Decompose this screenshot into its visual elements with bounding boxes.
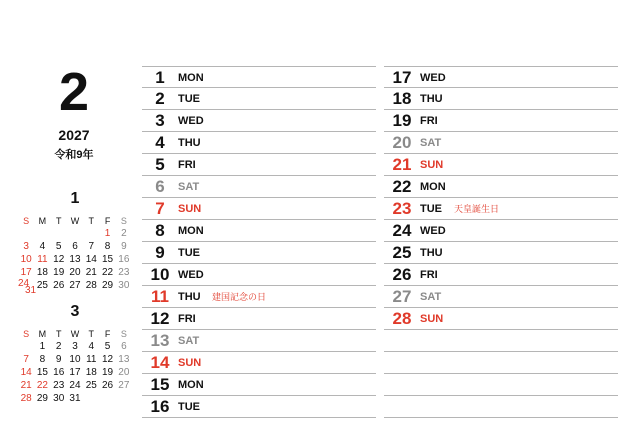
day-number: 5 bbox=[155, 155, 165, 174]
mini-day: 22 bbox=[36, 380, 48, 391]
mini-weekday-header: S bbox=[120, 329, 127, 339]
day-of-week: SAT bbox=[420, 291, 442, 303]
day-number: 25 bbox=[392, 243, 412, 262]
mini-day: 28 bbox=[85, 280, 97, 291]
mini-day: 29 bbox=[36, 393, 48, 404]
day-of-week: SUN bbox=[178, 203, 202, 215]
mini-day: 15 bbox=[102, 254, 114, 265]
day-row bbox=[384, 374, 618, 396]
day-row bbox=[142, 88, 376, 110]
day-row bbox=[142, 352, 376, 374]
day-row bbox=[384, 308, 618, 330]
day-number: 18 bbox=[392, 89, 412, 108]
mini-day: 5 bbox=[55, 241, 62, 252]
japanese-era-label: 令和9年 bbox=[54, 149, 94, 161]
day-number: 4 bbox=[155, 133, 165, 152]
day-number: 11 bbox=[151, 287, 169, 306]
day-row bbox=[384, 220, 618, 242]
day-row bbox=[142, 154, 376, 176]
day-of-week: MON bbox=[178, 225, 204, 237]
day-row bbox=[142, 110, 376, 132]
day-number: 12 bbox=[150, 309, 170, 328]
mini-day: 19 bbox=[102, 367, 114, 378]
day-row bbox=[142, 264, 376, 286]
mini-day: 3 bbox=[72, 341, 78, 352]
mini-weekday-header: T bbox=[55, 329, 62, 339]
day-number: 16 bbox=[150, 397, 170, 416]
day-row bbox=[384, 110, 618, 132]
day-of-week: SUN bbox=[178, 357, 202, 369]
day-of-week: SAT bbox=[178, 181, 200, 193]
day-of-week: TUE bbox=[178, 401, 200, 413]
day-of-week: THU bbox=[420, 247, 443, 259]
day-of-week: FRI bbox=[178, 159, 196, 171]
holiday-name: 建国記念の日 bbox=[212, 292, 267, 302]
day-number: 8 bbox=[155, 221, 165, 240]
mini-day: 17 bbox=[69, 367, 81, 378]
mini-day: 1 bbox=[104, 228, 111, 239]
mini-day bbox=[18, 228, 34, 240]
mini-day: 25 bbox=[36, 280, 48, 291]
mini-day: 26 bbox=[53, 280, 65, 291]
mini-day: 7 bbox=[23, 354, 29, 365]
mini-day: 21 bbox=[20, 380, 32, 391]
day-list-column-1 bbox=[142, 66, 376, 418]
mini-day: 26 bbox=[102, 380, 114, 391]
day-of-week: THU bbox=[178, 137, 201, 149]
day-row bbox=[142, 396, 376, 418]
day-number: 27 bbox=[392, 287, 412, 306]
day-row bbox=[384, 88, 618, 110]
day-number: 7 bbox=[155, 199, 165, 218]
mini-day: 18 bbox=[36, 267, 48, 278]
mini-day: 6 bbox=[121, 341, 127, 352]
mini-weekday-header: W bbox=[70, 329, 80, 339]
mini-day: 1 bbox=[39, 341, 46, 352]
day-row bbox=[384, 352, 618, 374]
mini-calendar-grid bbox=[18, 328, 132, 405]
mini-day: 8 bbox=[104, 241, 111, 252]
mini-day: 2 bbox=[121, 228, 127, 239]
day-number: 9 bbox=[155, 243, 165, 262]
mini-day: 30 bbox=[53, 393, 65, 404]
mini-weekday-header: M bbox=[38, 216, 47, 226]
holiday-name: 天皇誕生日 bbox=[454, 204, 500, 214]
mini-day: 10 bbox=[69, 354, 81, 365]
day-row bbox=[384, 176, 618, 198]
mini-day: 31 bbox=[69, 393, 81, 404]
mini-day: 27 bbox=[118, 380, 130, 391]
mini-day: 16 bbox=[53, 367, 65, 378]
day-number: 22 bbox=[392, 177, 412, 196]
mini-day bbox=[18, 278, 37, 296]
mini-weekday-header: T bbox=[88, 216, 95, 226]
mini-day: 15 bbox=[36, 367, 48, 378]
day-row bbox=[142, 66, 376, 88]
day-of-week: MON bbox=[420, 181, 446, 193]
day-of-week: TUE bbox=[178, 247, 200, 259]
mini-calendar-previous-month bbox=[18, 190, 132, 296]
mini-day-upper: 24 bbox=[18, 278, 30, 289]
mini-day: 22 bbox=[102, 267, 114, 278]
mini-day: 12 bbox=[102, 354, 114, 365]
day-number: 3 bbox=[155, 111, 165, 130]
day-number: 24 bbox=[392, 221, 412, 240]
mini-day: 10 bbox=[20, 254, 32, 265]
day-number: 15 bbox=[150, 375, 170, 394]
day-of-week: MON bbox=[178, 379, 204, 391]
day-row bbox=[384, 154, 618, 176]
mini-weekday-header: F bbox=[104, 216, 111, 226]
mini-day: 19 bbox=[53, 267, 65, 278]
day-number: 13 bbox=[150, 331, 170, 350]
mini-day: 21 bbox=[85, 267, 97, 278]
day-number: 20 bbox=[392, 133, 412, 152]
mini-day bbox=[34, 228, 50, 240]
mini-weekday-header: W bbox=[70, 216, 80, 226]
day-of-week: SUN bbox=[420, 159, 444, 171]
mini-day: 17 bbox=[20, 267, 32, 278]
mini-day: 5 bbox=[104, 341, 111, 352]
day-of-week: SAT bbox=[178, 335, 200, 347]
mini-day: 30 bbox=[118, 280, 130, 291]
day-row bbox=[142, 374, 376, 396]
day-number: 2 bbox=[155, 89, 165, 108]
day-number: 1 bbox=[155, 68, 165, 87]
mini-day: 11 bbox=[86, 354, 97, 365]
mini-day: 4 bbox=[39, 241, 46, 252]
day-number: 26 bbox=[392, 265, 412, 284]
day-of-week: WED bbox=[178, 115, 204, 127]
mini-day: 13 bbox=[118, 354, 130, 365]
mini-day: 20 bbox=[118, 367, 130, 378]
day-of-week: TUE bbox=[178, 93, 200, 105]
mini-calendar-title: 1 bbox=[70, 190, 80, 207]
mini-day: 13 bbox=[69, 254, 81, 265]
mini-day: 24 bbox=[69, 380, 81, 391]
mini-weekday-header: F bbox=[104, 329, 111, 339]
mini-day: 14 bbox=[20, 367, 32, 378]
mini-day: 6 bbox=[72, 241, 78, 252]
mini-day: 8 bbox=[39, 354, 46, 365]
day-of-week: FRI bbox=[420, 269, 438, 281]
day-row bbox=[384, 396, 618, 418]
day-number: 17 bbox=[392, 68, 412, 87]
day-of-week: SUN bbox=[420, 313, 444, 325]
year-label: 2027 bbox=[58, 127, 90, 143]
day-number: 14 bbox=[150, 353, 170, 372]
day-row bbox=[142, 242, 376, 264]
day-row bbox=[384, 132, 618, 154]
mini-weekday-header: S bbox=[120, 216, 127, 226]
mini-day: 9 bbox=[55, 354, 62, 365]
mini-day: 29 bbox=[102, 280, 114, 291]
day-of-week: MON bbox=[178, 72, 204, 84]
mini-day: 23 bbox=[53, 380, 65, 391]
mini-day: 20 bbox=[69, 267, 81, 278]
day-of-week: TUE bbox=[420, 203, 442, 215]
mini-day: 3 bbox=[23, 241, 29, 252]
day-row bbox=[384, 330, 618, 352]
day-row bbox=[384, 264, 618, 286]
mini-day: 25 bbox=[85, 380, 97, 391]
mini-weekday-header: M bbox=[38, 329, 47, 339]
mini-day bbox=[116, 393, 132, 405]
day-number: 10 bbox=[150, 265, 170, 284]
day-number: 21 bbox=[392, 155, 412, 174]
mini-day: 7 bbox=[88, 241, 95, 252]
mini-day bbox=[83, 228, 99, 240]
mini-day: 9 bbox=[121, 241, 127, 252]
mini-day: 14 bbox=[85, 254, 97, 265]
day-of-week: FRI bbox=[420, 115, 438, 127]
mini-weekday-header: S bbox=[23, 216, 30, 226]
mini-day-lower: 31 bbox=[25, 285, 37, 296]
mini-calendar-next-month bbox=[18, 303, 132, 405]
mini-weekday-header: T bbox=[88, 329, 95, 339]
mini-day: 12 bbox=[53, 254, 65, 265]
day-row bbox=[384, 198, 618, 220]
day-of-week: THU bbox=[420, 93, 443, 105]
mini-weekday-header: T bbox=[55, 216, 62, 226]
day-row bbox=[142, 176, 376, 198]
mini-day bbox=[51, 228, 67, 240]
day-row bbox=[142, 308, 376, 330]
day-row bbox=[384, 66, 618, 88]
day-list-column-2 bbox=[384, 66, 618, 418]
day-row bbox=[142, 286, 376, 308]
day-row bbox=[142, 330, 376, 352]
mini-day: 16 bbox=[118, 254, 130, 265]
day-of-week: THU bbox=[178, 291, 201, 303]
mini-calendar-grid bbox=[18, 215, 132, 296]
day-number: 23 bbox=[392, 199, 412, 218]
day-row bbox=[384, 242, 618, 264]
day-of-week: SAT bbox=[420, 137, 442, 149]
day-of-week: WED bbox=[420, 72, 446, 84]
day-row bbox=[142, 198, 376, 220]
day-number: 19 bbox=[392, 111, 412, 130]
day-number: 28 bbox=[392, 309, 412, 328]
current-month-number: 2 bbox=[58, 62, 90, 122]
day-of-week: WED bbox=[178, 269, 204, 281]
day-number: 6 bbox=[155, 177, 165, 196]
mini-day: 27 bbox=[69, 280, 81, 291]
mini-day bbox=[99, 393, 115, 405]
mini-day: 2 bbox=[55, 341, 62, 352]
day-of-week: FRI bbox=[178, 313, 196, 325]
day-row bbox=[142, 220, 376, 242]
mini-day: 28 bbox=[20, 393, 32, 404]
mini-day: 23 bbox=[118, 267, 130, 278]
mini-day: 11 bbox=[37, 254, 48, 265]
mini-day: 4 bbox=[88, 341, 95, 352]
day-of-week: WED bbox=[420, 225, 446, 237]
mini-day: 18 bbox=[85, 367, 97, 378]
mini-day bbox=[67, 228, 83, 240]
mini-weekday-header: S bbox=[23, 329, 30, 339]
mini-day bbox=[18, 341, 34, 353]
mini-day bbox=[83, 393, 99, 405]
mini-calendar-title: 3 bbox=[70, 303, 80, 320]
day-row bbox=[384, 286, 618, 308]
day-row bbox=[142, 132, 376, 154]
